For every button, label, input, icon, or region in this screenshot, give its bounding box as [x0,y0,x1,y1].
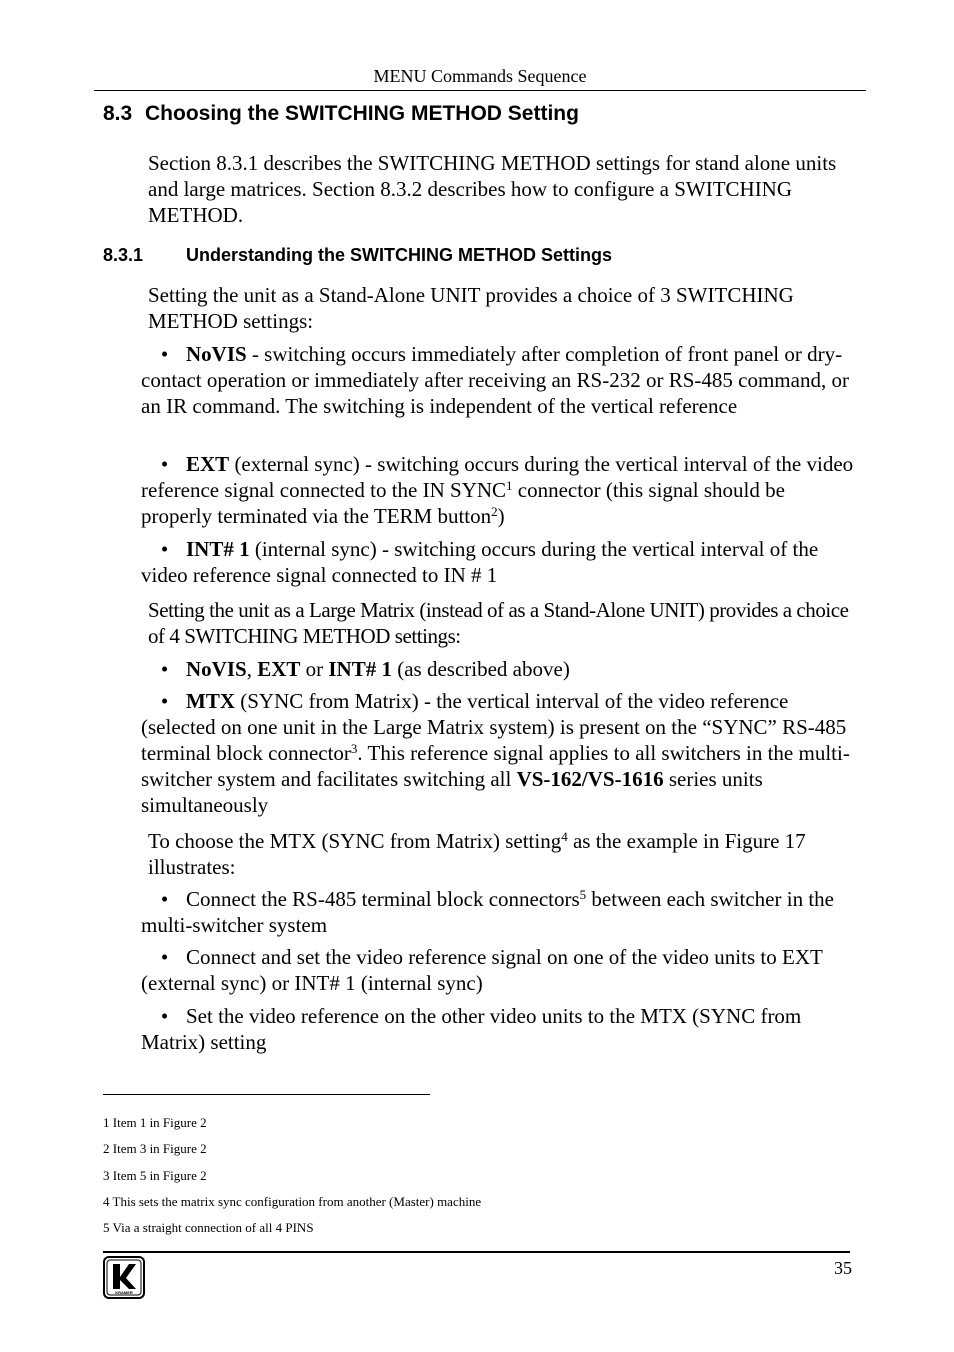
step-set-mtx: • Set the video reference on the other video units to the MTX (SYNC from Matrix) setting [141,1004,802,1054]
bullet-icon: • [160,452,169,476]
large-matrix-intro: Setting the unit as a Large Matrix (instead of as a Stand-Alone UNIT) provides a choice of 4 SWITCHING METHOD settings: [148,598,849,648]
step-connect-rs485: • Connect the RS-485 terminal block connectors$^5$ between each switcher in the multi-switcher system [141,887,834,937]
logo-text: KRAMER [115,1290,133,1295]
bullet-icon: • [160,657,169,681]
footnote-5: 5 Via a straight connection of all 4 PINS [103,1220,314,1235]
bullet-icon: • [160,945,169,969]
footnote-1: 1 Item 1 in Figure 2 [103,1115,207,1130]
header-rule [94,90,866,91]
section-title: Choosing the SWITCHING METHOD Setting [145,102,579,125]
subsection-title: Understanding the SWITCHING METHOD Settings [186,245,612,265]
footnote-3: 3 Item 5 in Figure 2 [103,1168,207,1183]
page-number: 35 [834,1258,852,1278]
section-number: 8.3 [103,102,133,125]
footnote-ref-3: 3 [350,741,358,756]
subsection-heading [103,245,612,266]
footnote-2: 2 Item 3 in Figure 2 [103,1141,207,1156]
running-header: MENU Commands Sequence [373,66,587,86]
step-set-reference: • Connect and set the video reference signal on one of the video units to EXT (external sync) or INT# 1 (internal sync) [141,945,823,995]
section-heading [103,102,579,126]
bullet-icon: • [160,342,169,366]
bullet-all-settings: • NoVIS, EXT or INT# 1 (as described above) [141,656,861,682]
footer-rule [103,1251,850,1253]
term-novis: NoVIS [186,342,247,366]
term-ext: EXT [186,452,230,476]
term-mtx: MTX [186,689,235,713]
footnote-ref-5: 5 [579,887,587,902]
bullet-icon: • [160,1004,169,1028]
footnote-ref-1: 1 [506,478,513,493]
standalone-intro: Setting the unit as a Stand-Alone UNIT provides a choice of 3 SWITCHING METHOD settings: [148,283,794,333]
intro-paragraph: Section 8.3.1 describes the SWITCHING METHOD settings for stand alone units and large matrices. Section 8.3.2 describes how to configure a SWITCHING METHOD. [148,151,837,227]
bullet-icon: • [160,887,169,911]
kramer-logo-icon [103,1256,145,1299]
footnote-ref-2: 2 [491,504,498,519]
bullet-mtx: • MTX (SYNC from Matrix) - the vertical interval of the video reference (selected on one unit in the Large Matrix system) is present on the “SYNC” RS-485 terminal block connector$^3$. This reference signal applies to all switchers in the multi-switcher system and facilitates switching all VS-162/VS-1616 series units simultaneously [141,689,850,817]
footnote-rule [103,1094,430,1095]
subsection-number: 8.3.1 [103,245,144,265]
footnote-4: 4 This sets the matrix sync configuration from another (Master) machine [103,1194,482,1209]
bullet-int: • INT# 1 (internal sync) - switching occurs during the vertical interval of the video reference signal connected to IN # 1 [141,537,819,587]
choose-mtx-intro: To choose the MTX (SYNC from Matrix) setting$^4$ as the example in Figure 17 illustrates: [148,829,806,879]
bullet-icon: • [160,689,169,713]
bullet-icon: • [160,537,169,561]
term-int: INT# 1 [186,537,250,561]
model-name: VS-162/VS-1616 [516,767,664,791]
footnote-ref-4: 4 [561,829,568,844]
bullet-novis: • NoVIS - switching occurs immediately after completion of front panel or dry-contact operation or immediately after receiving an RS-232 or RS-485 command, or an IR command. The switching is independent of the vertical reference [141,342,849,418]
bullet-ext: • EXT (external sync) - switching occurs during the vertical interval of the video reference signal connected to the IN SYNC$^1$ connector (this signal should be properly terminated via the TERM button$^2$) [141,452,854,528]
